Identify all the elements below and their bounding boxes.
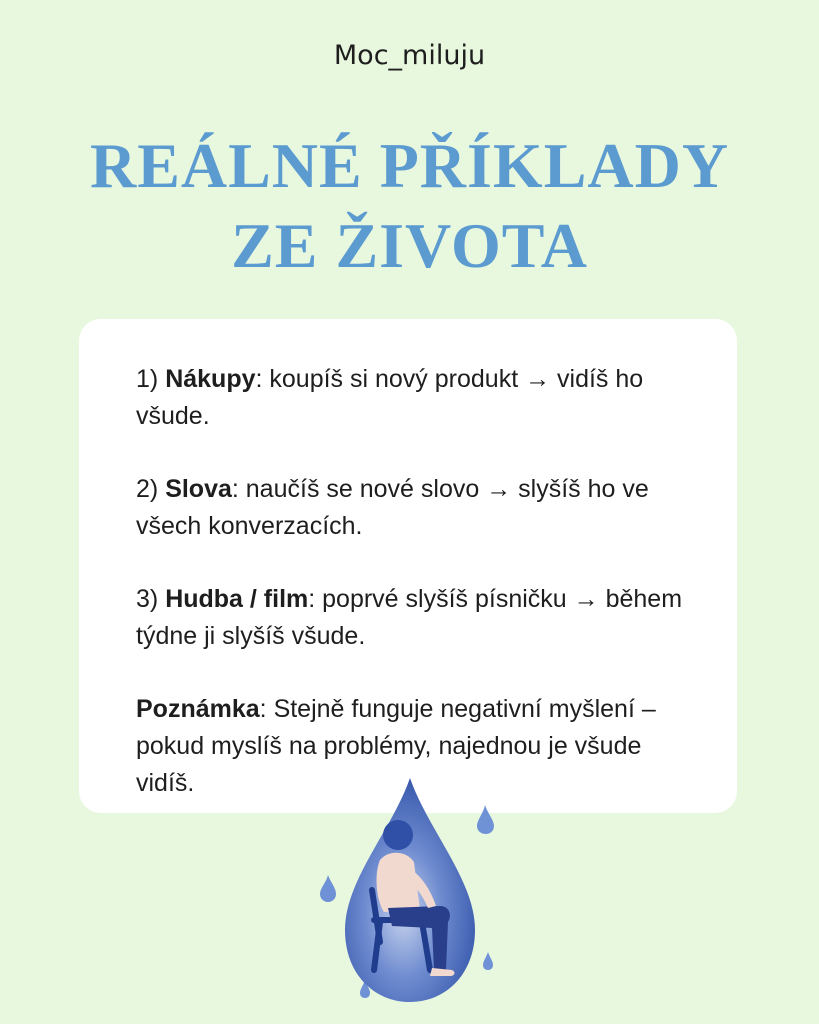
note-item: Poznámka: Stejně funguje negativní myšlení – pokud myslíš na problémy, najednou je všude vidíš. [136, 695, 656, 797]
examples-card [79, 319, 737, 813]
account-handle: Moc_miluju [333, 40, 486, 71]
example-term: Nákupy [165, 365, 256, 393]
example-term: Slova [165, 475, 232, 503]
small-drop-icon [483, 952, 493, 970]
example-item-1: 1) Nákupy: koupíš si nový produkt → vidíš ho všude. [136, 365, 644, 430]
note-term: Poznámka [136, 695, 260, 723]
example-term: Hudba / film [165, 585, 309, 613]
small-drop-icon [477, 805, 494, 834]
title-line-2: ZE ŽIVOTA [231, 210, 588, 281]
small-drop-icon [320, 875, 336, 902]
example-item-2: 2) Slova: naučíš se nové slovo → slyšíš ho ve všech konverzacích. [136, 475, 649, 540]
example-item-3: 3) Hudba / film: poprvé slyšíš písničku → během týdne ji slyšíš všude. [136, 585, 683, 650]
page-title [0, 126, 819, 286]
title-line-1: REÁLNÉ PŘÍKLADY [89, 130, 730, 201]
water-drop-person-icon [310, 770, 510, 1024]
